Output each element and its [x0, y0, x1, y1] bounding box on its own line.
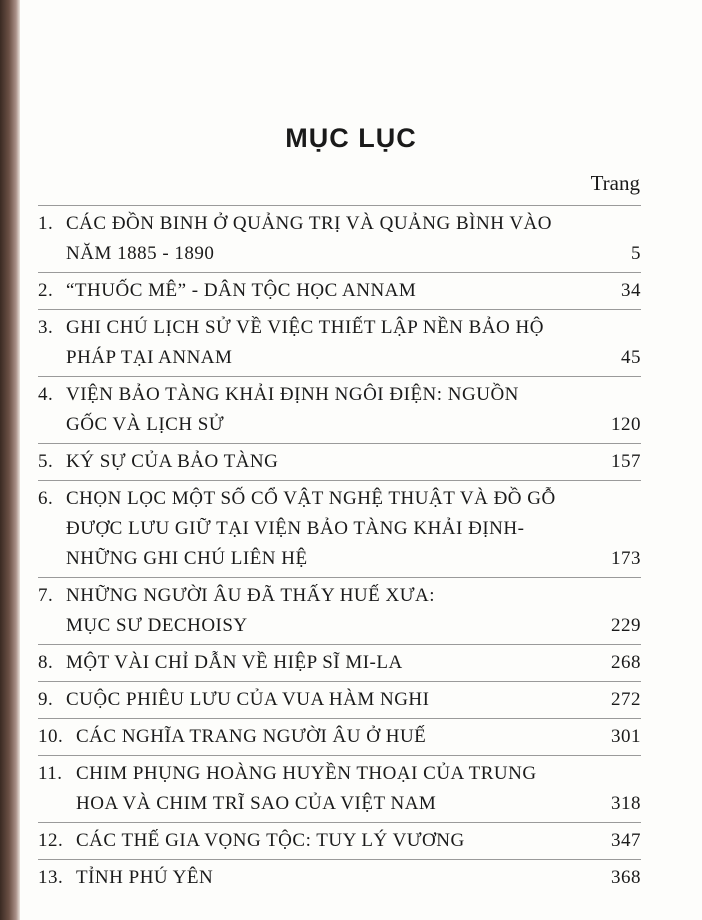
toc-entry[interactable] [38, 755, 641, 822]
toc-entry-page-number: 268 [611, 652, 641, 673]
toc-entry[interactable] [38, 822, 641, 859]
toc-entry[interactable] [38, 681, 641, 718]
toc-entry-number: 12. [38, 830, 64, 851]
toc-entry-number: 13. [38, 867, 64, 888]
toc-entry-title: KÝ SỰ CỦA BẢO TÀNG [66, 451, 279, 472]
toc-entry[interactable] [38, 644, 641, 681]
toc-entry[interactable] [38, 718, 641, 755]
toc-entry-number: 2. [38, 280, 54, 301]
toc-entry-page-number: 301 [611, 726, 641, 747]
toc-entry-page-number: 34 [621, 280, 641, 301]
toc-entry-title: VIỆN BẢO TÀNG KHẢI ĐỊNH NGÔI ĐIỆN: NGUỒN [66, 384, 519, 405]
toc-entry-number: 4. [38, 384, 54, 405]
toc-entry-page-number: 318 [611, 793, 641, 814]
toc-entry-title-continued: HOA VÀ CHIM TRĨ SAO CỦA VIỆT NAM [76, 793, 437, 814]
toc-entry-page-number: 272 [611, 689, 641, 710]
toc-entry-page-number: 45 [621, 347, 641, 368]
toc-entry-page-number: 157 [611, 451, 641, 472]
toc-entry[interactable] [38, 376, 641, 443]
toc-entry-number: 5. [38, 451, 54, 472]
toc-entry-title-continued: GỐC VÀ LỊCH SỬ [66, 414, 225, 435]
toc-entry-number: 7. [38, 585, 54, 606]
toc-entry-title-continued: NHỮNG GHI CHÚ LIÊN HỆ [66, 548, 308, 569]
toc-entry-title: TỈNH PHÚ YÊN [76, 867, 214, 888]
toc-entry-number: 6. [38, 488, 54, 509]
toc-entry-page-number: 347 [611, 830, 641, 851]
toc-entry-title-continued: PHÁP TẠI ANNAM [66, 347, 233, 368]
toc-entry[interactable] [38, 205, 641, 272]
table-of-contents [38, 205, 641, 896]
toc-entry-number: 9. [38, 689, 54, 710]
toc-entry-page-number: 173 [611, 548, 641, 569]
toc-entry-number: 8. [38, 652, 54, 673]
toc-entry-number: 3. [38, 317, 54, 338]
toc-entry-title: CÁC NGHĨA TRANG NGƯỜI ÂU Ở HUẾ [76, 726, 427, 747]
toc-entry-title: CHỌN LỌC MỘT SỐ CỔ VẬT NGHỆ THUẬT VÀ ĐỒ GỖ [66, 488, 556, 509]
toc-entry-title: CÁC THẾ GIA VỌNG TỘC: TUY LÝ VƯƠNG [76, 830, 465, 851]
toc-entry-number: 1. [38, 213, 54, 234]
toc-entry[interactable] [38, 577, 641, 644]
toc-entry-page-number: 229 [611, 615, 641, 636]
page-title: MỤC LỤC [285, 123, 417, 153]
toc-entry[interactable] [38, 309, 641, 376]
toc-entry-number: 10. [38, 726, 64, 747]
toc-entry-number: 11. [38, 763, 63, 784]
toc-entry-page-number: 5 [631, 243, 641, 264]
toc-entry-title: NHỮNG NGƯỜI ÂU ĐÃ THẤY HUẾ XƯA: [66, 585, 435, 606]
toc-entry[interactable] [38, 443, 641, 480]
toc-entry-title: MỘT VÀI CHỈ DẪN VỀ HIỆP SĨ MI-LA [66, 652, 403, 673]
toc-entry[interactable] [38, 272, 641, 309]
toc-entry-title-continued: MỤC SƯ DECHOISY [66, 615, 248, 636]
page-column-header: Trang [590, 171, 640, 195]
toc-entry[interactable] [38, 859, 641, 896]
toc-entry-title: CÁC ĐỒN BINH Ở QUẢNG TRỊ VÀ QUẢNG BÌNH VÀO [66, 213, 552, 234]
toc-entry-title-continued: NĂM 1885 - 1890 [66, 243, 215, 264]
toc-entry-title-continued: ĐƯỢC LƯU GIỮ TẠI VIỆN BẢO TÀNG KHẢI ĐỊNH- [66, 518, 525, 539]
toc-entry-title: GHI CHÚ LỊCH SỬ VỀ VIỆC THIẾT LẬP NỀN BẢO HỘ [66, 317, 544, 338]
toc-entry-title: CUỘC PHIÊU LƯU CỦA VUA HÀM NGHI [66, 689, 430, 710]
toc-entry-title: CHIM PHỤNG HOÀNG HUYỀN THOẠI CỦA TRUNG [76, 763, 537, 784]
toc-entry-page-number: 120 [611, 414, 641, 435]
toc-entry[interactable] [38, 480, 641, 577]
toc-entry-page-number: 368 [611, 867, 641, 888]
toc-entry-title: “THUỐC MÊ” - DÂN TỘC HỌC ANNAM [66, 280, 417, 301]
